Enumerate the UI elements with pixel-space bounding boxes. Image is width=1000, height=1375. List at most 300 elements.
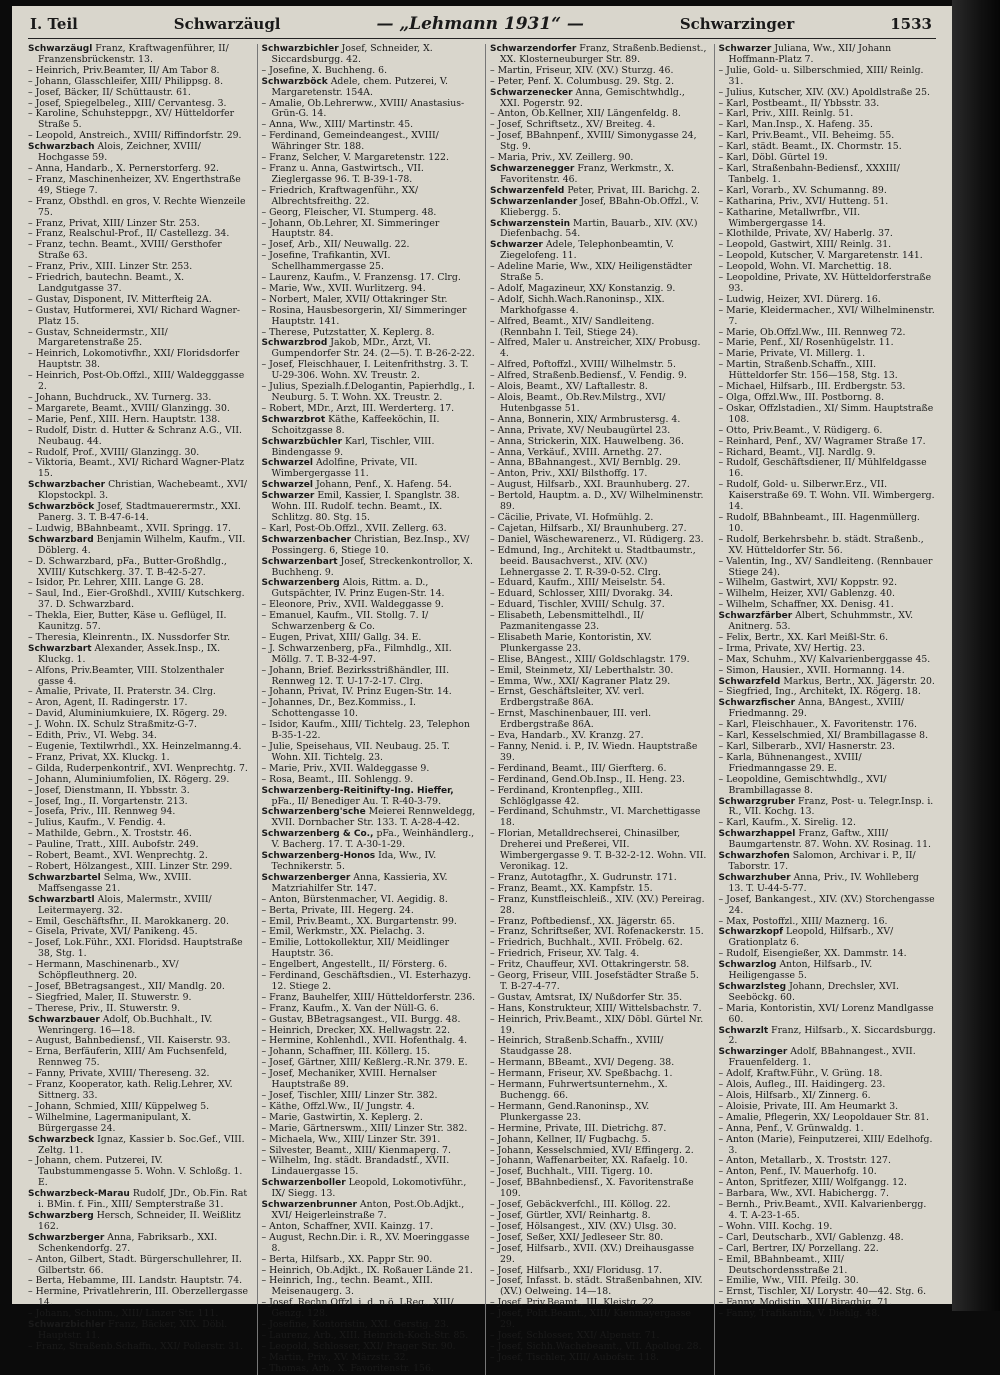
entry-text: – Wilhelm, Gastwirt, XVI/ Koppstr. 92.	[718, 577, 898, 589]
directory-entry	[28, 197, 251, 219]
directory-entry	[28, 938, 251, 960]
entry-text: – Laurenz, Arb., XIII. Heinrich-Koch-Str. 85.	[261, 1329, 469, 1341]
entry-text: – Bernh., Priv.Beamt., XVII. Kalvarienbergg. 4. T. A-23-1-65.	[718, 1199, 927, 1221]
directory-entry	[719, 1255, 937, 1277]
entry-headword: Schwarzböck	[28, 502, 95, 513]
entry-text: – Anton, Gilbert, Stadt. Bürgerschullehrer, II. Gilbertstr. 66.	[28, 1253, 242, 1276]
entry-text: Adele, chem. Putzerei, V. Margaretenstr. 154A.	[271, 75, 448, 98]
directory-entry	[28, 873, 251, 895]
directory-entry	[28, 349, 251, 371]
directory-entry	[490, 197, 708, 219]
entry-text: – Franz, Realschul-Prof., II/ Castellezg. 34.	[28, 228, 230, 240]
entry-headword: Schwarzinger	[718, 1047, 788, 1058]
directory-entry	[28, 1320, 251, 1342]
directory-entry	[490, 295, 708, 317]
entry-text: – Josef, Buchhalt., VIII. Tigerg. 10.	[490, 1166, 653, 1178]
directory-entry	[490, 1080, 708, 1102]
directory-entry	[490, 633, 708, 655]
entry-headword: Schwarzkopf	[718, 927, 784, 938]
directory-entry	[262, 1178, 480, 1200]
directory-entry	[28, 1080, 251, 1102]
entry-headword: Schwarzgruber	[718, 796, 796, 807]
entry-text: – Karl, Man.Insp., X. Hafeng. 35.	[718, 119, 873, 131]
entry-text: – Franz, Privat, XX. Kluckg. 1.	[28, 751, 170, 763]
directory-entry	[719, 360, 937, 382]
entry-text: – Karl, Vorarb., XV. Schumanng. 89.	[718, 184, 887, 196]
entry-text: pFa., Weinhändlerg., V. Bacherg. 17. T. A-30-1-29.	[271, 828, 475, 851]
entry-text: – Elise, BAngest., XIII/ Goldschlagstr. 179.	[490, 653, 690, 665]
entry-text: – Silvester, Beamt., XIII/ Kienmaperg. 7.	[261, 1144, 451, 1156]
keyword-left: Schwarzäugl	[173, 15, 281, 33]
entry-text: – Georg, Fleischer, VI. Stumperg. 48.	[261, 206, 437, 218]
entry-text: – Rudolf, Berkehrsbehr. b. städt. Straßenb., XV. Hütteldorfer Str. 56.	[718, 533, 924, 556]
part-label: I. Teil	[30, 15, 78, 33]
entry-text: – Ernst, Maschinenbauer, III. verl. Erdbergstraße 86A.	[490, 708, 652, 731]
directory-entry	[28, 306, 251, 328]
entry-text: – Otto, Priv.Beamt., V. Rüdigerg. 6.	[718, 424, 883, 436]
entry-text: – Marie, Kleidermacher., XVI/ Wilhelminenstr. 7.	[718, 304, 935, 327]
entry-text: – Isidor, Kaufm., XIII/ Tichtelg. 23, Telephon B-35-1-22.	[261, 719, 470, 742]
entry-text: – Adolf, Kraftw.Führ., V. Grüng. 18.	[718, 1068, 883, 1080]
entry-text: – Ferdinand, Gend.Ob.Insp., II. Heng. 23.	[490, 773, 685, 785]
directory-entry	[262, 1200, 480, 1222]
entry-text: – Saul, Ind., Eier-Großhdl., XVIII/ Kutschkerg. 37. D. Schwarzbard.	[28, 588, 245, 611]
entry-text: – Marie, Priv., XVII. Waldeggasse 9.	[261, 762, 430, 774]
page-header	[30, 12, 932, 36]
entry-text: – Alfred, Beamt., XIV/ Sandleiteng. (Rennbahn I. Teil, Stiege 24).	[490, 315, 655, 338]
entry-text: – Aloisie, Private, III. Am Heumarkt 3.	[718, 1100, 899, 1112]
entry-text: – Felix, Bertr., XX. Karl Meißl-Str. 6.	[718, 631, 889, 643]
directory-entry	[490, 1178, 708, 1200]
directory-entry	[719, 1004, 937, 1026]
entry-text: – Gilda, Ruderpenkontrif., XVI. Wenprechtg. 7.	[28, 762, 248, 774]
entry-text: – Amalie, Pflegerin, XX/ Leopoldauer Str. 81.	[718, 1111, 929, 1123]
entry-headword: Schwarzbacher	[28, 480, 106, 491]
entry-text: Franz, Hilfsarb., X. Siccardsburgg. 2.	[728, 1024, 936, 1047]
entry-text: Ida, Ww., IV. Technikerstr. 5.	[271, 850, 437, 872]
entry-headword: Schwarzhofen	[718, 851, 790, 862]
entry-text: – Hermann, BBeamt., XVI/ Degeng. 38.	[490, 1057, 675, 1069]
entry-headword: Schwarzenberg-Honos	[261, 851, 376, 862]
directory-entry	[719, 306, 937, 328]
columns-container	[28, 43, 936, 1374]
entry-text: – Josefa, Priv., III. Rennweg 94.	[28, 806, 176, 818]
directory-entry	[490, 131, 708, 153]
entry-text: – Franz, Bauhelfer, XIII/ Hütteldorferstr. 236.	[261, 991, 476, 1003]
directory-entry	[719, 513, 937, 535]
entry-text: – Franz, Obsthdl. en gros, V. Rechte Wienzeile 75.	[28, 195, 246, 218]
directory-entry	[262, 557, 480, 579]
directory-entry	[719, 982, 937, 1004]
entry-text: Salomon, Archivar i. P., II/ Taborstr. 17.	[728, 850, 916, 872]
entry-text: Adolf, BBahnangest., XVII. Frauenfelderg. 1.	[728, 1046, 916, 1069]
entry-text: – Klothilde, Private, XV/ Haberlg. 37.	[718, 228, 893, 240]
entry-text: – Josef, Lok.Führ., XXI. Floridsd. Hauptstraße 38, Stg. 1.	[28, 937, 243, 960]
entry-text: – Franz, Autotagfhr., X. Gudrunstr. 171.	[490, 871, 677, 883]
directory-entry	[262, 1156, 480, 1178]
entry-text: – Josef, Gärtner, XIII/ Keßlerg.-R.Nr. 379. E.	[261, 1057, 468, 1069]
entry-text: – David, Aluminiumkuiere, IX. Rögerg. 29.	[28, 708, 228, 720]
entry-text: – Ludwig, Heizer, XVI. Dürerg. 16.	[718, 293, 881, 305]
entry-text: Josef, BBahn-Ob.Offzl., V. Kliebergg. 5.	[500, 195, 699, 218]
entry-text: – Ludwig, BBahnbeamt., XVII. Springg. 17.	[28, 522, 232, 534]
entry-text: – Robert, Hölzangest., XIII. Linzer Str. 299.	[28, 860, 233, 872]
entry-headword: Schwarzer	[261, 491, 315, 502]
entry-text: – Josef, Infasst. b. städt. Straßenbahnen, XIV. (XV.) Oelweing. 14—18.	[490, 1275, 703, 1298]
directory-entry	[490, 687, 708, 709]
directory-entry	[719, 208, 937, 230]
directory-entry	[719, 458, 937, 480]
entry-text: – Johann, Schuhm., XIII/ Linzer Str. 111.	[28, 1308, 219, 1320]
entry-text: – Thekla, Eier, Butter, Käse u. Geflügel, II. Kaunitzg. 57.	[28, 610, 227, 633]
entry-text: – Josef, Spiegelbeleg., XIII/ Cervantesg. 3.	[28, 97, 227, 109]
entry-text: – Johannes, Dr., Bez.Kommiss., I. Schottengasse 10.	[261, 697, 416, 720]
entry-text: – Käthe, Offzl.Ww., II/ Jungstr. 4.	[261, 1100, 415, 1112]
entry-headword: Schwarzenberger	[261, 872, 351, 883]
entry-text: Josef, Stadtmauerermstr., XXI. Panerg. 3. T. B-47-6-14.	[38, 501, 241, 523]
entry-text: – Fritz, Chauffeur, XVI. Ottakringerstr. 58.	[490, 959, 690, 971]
entry-headword: Schwarzlog	[718, 960, 777, 971]
entry-text: – Karl, Kaufm., X. Sirelig. 12.	[718, 817, 856, 829]
entry-text: – Heinrich, Priv.Beamt., XIX/ Döbl. Gürtel Nr. 19.	[490, 1013, 704, 1036]
directory-entry	[490, 262, 708, 284]
entry-text: – Josef, Tischler, XIII/ Linzer Str. 382.	[261, 1090, 438, 1101]
entry-text: – Berta, Hilfsarb., XX. Pappr Str. 90.	[261, 1253, 433, 1265]
directory-entry	[262, 219, 480, 241]
entry-text: Anton, Post.Ob.Adjkt., XVI/ Heigerleinstraße 7.	[271, 1199, 465, 1221]
entry-text: Meierei Rennweldegg, XVII. Dornbacher Str. 133. T. A-28-4-42.	[271, 806, 476, 829]
directory-entry	[28, 175, 251, 197]
directory-entry	[262, 360, 480, 382]
entry-text: – Wilhelm, Ing. städt. Brandadstf., XVII. Lindauergasse 15.	[261, 1155, 450, 1178]
entry-text: – Margarete, Beamt., XVIII/ Glanzingg. 30.	[28, 402, 230, 414]
directory-entry	[262, 186, 480, 208]
entry-headword: Schwarzenboller	[261, 1178, 346, 1189]
entry-text: – Heinrich, Post-Ob.Offzl., XIII/ Waldegggasse 2.	[28, 370, 245, 393]
directory-entry	[262, 1233, 480, 1255]
scan-edge	[952, 0, 1000, 1311]
directory-entry	[719, 873, 937, 895]
entry-text: – Rudolf, Distr. d. Hutter & Schranz A.G., VII. Neubaug. 44.	[28, 424, 242, 447]
entry-headword: Schwarzenbart	[261, 556, 338, 567]
entry-text: – Franz, techn. Beamt., XVIII/ Gersthofer Straße 63.	[28, 239, 222, 262]
entry-headword: Schwarzberg	[28, 1210, 94, 1221]
entry-text: – Adeline Marie, Ww., XIX/ Heiligenstädter Straße 5.	[490, 261, 692, 284]
entry-text: – Barbara, Ww., XVI. Habichergg. 7.	[718, 1188, 889, 1200]
entry-text: – Alfred, Maler u. Anstreicher, XIX/ Probusg. 4.	[490, 337, 701, 360]
entry-text: – Anton, Spritfezer, XIII/ Wolfgangg. 12.	[718, 1177, 907, 1189]
entry-text: – Cajetan, Hilfsarb., XI/ Braunhuberg. 27.	[490, 522, 687, 534]
entry-text: – Leopold, Schlosser, XXI/ Prager Str. 90.	[261, 1340, 456, 1352]
entry-text: – Karl, Post-Ob.Offzl., XVII. Zellerg. 63.	[261, 522, 447, 534]
entry-text: – Josef, Sichh.Wachebeamt., VII. Apollog. 28.	[490, 1340, 702, 1352]
entry-text: – Karl, Priv.Beamt., VII. Beheimg. 55.	[718, 130, 895, 142]
entry-text: Karl, Tischler, VIII. Bindengasse 9.	[271, 435, 435, 458]
entry-text: – Johann, Schmied, XIII/ Küppelweg 5.	[28, 1100, 210, 1112]
directory-entry	[28, 666, 251, 688]
entry-text: – Aron, Agent, II. Radingerstr. 17.	[28, 697, 188, 709]
entry-text: – Heinrich, Lokomotivfhr., XXI/ Floridsdorfer Hauptstr. 38.	[28, 348, 240, 371]
entry-text: – Rosina, Hausbesorgerin, XI/ Simmeringer Hauptstr. 141.	[261, 304, 467, 327]
entry-text: Franz, Gaftw., XIII/ Baumgartenstr. 87. Wohn. XV. Rosinag. 11.	[728, 828, 931, 851]
entry-text: Christian, Wachebeamt., XVI/ Klopstockpl. 3.	[38, 479, 248, 502]
entry-text: – Rudolf, Gold- u. Silberwr.Erz., VII. Kaiserstraße 69. T. Wohn. VII. Wimbergerg. 14.	[718, 479, 935, 513]
directory-entry	[719, 480, 937, 513]
directory-entry	[719, 895, 937, 917]
entry-text: – Ferdinand, Beamt., III/ Gierfterg. 6.	[490, 762, 667, 774]
directory-entry	[28, 960, 251, 982]
entry-text: Hersch, Schneider, II. Weißlitz 162.	[38, 1209, 241, 1232]
directory-entry	[262, 786, 480, 808]
entry-text: – Wilhelm, Heizer, XVI/ Gablenzg. 40.	[718, 588, 895, 600]
entry-text: Albert, Schuhmmstr., XV. Anitnerg. 53.	[728, 610, 914, 633]
directory-entry	[719, 829, 937, 851]
entry-text: – Marie, Penf., XIII. Hern. Hauptstr. 138.	[28, 413, 221, 425]
directory-entry	[719, 753, 937, 775]
entry-headword: Schwarzenberg'sche	[261, 807, 366, 818]
entry-text: – Katharina, Priv., XVI/ Hutteng. 51.	[718, 195, 889, 207]
directory-entry	[490, 546, 708, 579]
entry-text: – Josef, Tischler, XIII/ Aubofstr. 118.	[490, 1351, 660, 1363]
entry-text: – Anton (Marie), Feinputzerei, XIII/ Edelhofg. 3.	[718, 1133, 933, 1156]
entry-headword: Schwarzenegger	[490, 163, 575, 174]
entry-text: – Marie, Penf., XI/ Rosenhügelstr. 11.	[718, 337, 894, 349]
entry-text: – Johann, Kesselschmied, XVI/ Effingerg. 2.	[490, 1144, 694, 1156]
entry-text: Markus, Bertr., XX. Jägerstr. 20.	[783, 675, 935, 687]
directory-entry	[28, 1015, 251, 1037]
entry-text: – Emil, Steinmetz, XI/ Leberthalstr. 30.	[490, 664, 674, 676]
directory-entry	[262, 535, 480, 557]
entry-text: – Josef, Priv.Beamt., III. Kleistg. 22.	[490, 1297, 657, 1309]
entry-text: – Josef, Mechaniker, XVIII. Hernalser Hauptstraße 89.	[261, 1068, 437, 1091]
entry-text: – Ferdinand, Schuhmstr., VI. Marchettigasse 18.	[490, 806, 701, 829]
entry-text: – Alfons, Priv.Beamter, VIII. Stolzenthaler gasse 4.	[28, 664, 224, 687]
entry-text: – August, Hilfsarb., XXI. Braunhuberg. 27.	[490, 479, 690, 491]
entry-text: – Gustav, Disponent, IV. Mitterfteig 2A.	[28, 293, 212, 305]
entry-headword: Schwarzhuber	[718, 872, 791, 883]
entry-text: Anna, Gemischtwhdlg., XXI. Pogerstr. 92.	[500, 86, 685, 109]
entry-text: – Johann, Glasschleifer, XIII/ Philippsg. 8.	[28, 75, 224, 87]
entry-text: – Josef, Arb., XII/ Neuwallg. 22.	[261, 239, 410, 251]
directory-entry	[490, 742, 708, 764]
entry-headword: Schwarzäugl	[28, 44, 93, 54]
entry-text: – Karl, Postbeamt., II/ Ybbsstr. 33.	[718, 97, 880, 109]
column-1	[28, 44, 251, 1375]
entry-text: – Carl, Deutscharb., XVI/ Gablenzg. 48.	[718, 1231, 904, 1243]
entry-text: – Ferdinand, Gemeindeangest., XVIII/ Währinger Str. 188.	[261, 130, 439, 153]
entry-text: – Edmund, Ing., Architekt u. Stadtbaumstr., beeid. Bausachverst., XIV. (XV.) Lehnergasse 2. T. R-39-0-52. Clrg.	[490, 544, 696, 578]
directory-entry	[28, 1135, 251, 1157]
directory-entry	[262, 44, 480, 66]
entry-headword: Schwarzlsteg	[718, 981, 787, 992]
entry-headword: Schwarzbichler	[261, 44, 339, 54]
entry-text: – J. Schwarzenberg, pFa., Filmhdlg., XII. Möllg. 7. T. B-32-4-97.	[261, 642, 452, 665]
entry-text: – Berta, Hebamme, III. Landstr. Hauptstr. 74.	[28, 1275, 243, 1287]
entry-text: Josef, Streckenkontrollor, X. Buchheng. 9.	[271, 555, 473, 578]
entry-text: Juliana, Ww., XII/ Johann Hoffmann-Platz 7.	[728, 43, 892, 65]
entry-text: – Edith, Priv., VI. Webg. 34.	[28, 730, 157, 742]
entry-text: – Martin, Priv., XV. Märzstr. 32.	[261, 1351, 409, 1363]
entry-headword: Schwarzenlander	[490, 196, 578, 207]
entry-text: – August, Bahnbediensf., VII. Kaiserstr. 93.	[28, 1035, 231, 1047]
entry-text: – Josef, BBahnbediensf., X. Favoritenstraße 109.	[490, 1177, 694, 1200]
entry-text: – Leopold, Kutscher, V. Margaretenstr. 141.	[718, 250, 923, 262]
entry-text: – Adolf, Sichh.Wach.Ranoninsp., XIX. Markhofgasse 4.	[490, 293, 665, 316]
entry-text: – Adolf, Magazineur, XX/ Konstanzig. 9.	[490, 282, 676, 294]
entry-text: Johann, Penf., X. Hafeng. 54.	[315, 479, 452, 491]
entry-text: – Simon, Hausier., XVII. Hormanng. 14.	[718, 664, 905, 676]
entry-text: – Franz, Kooperator, kath. Relig.Lehrer, XV. Sittnerg. 33.	[28, 1079, 233, 1101]
directory-entry	[490, 88, 708, 110]
entry-text: Alois, Rittm. a. D., Gutspächter, IV. Prinz Eugen-Str. 14.	[271, 577, 445, 600]
entry-text: – J. Wohn. IX. Schulz Straßmitz-G-7.	[28, 719, 197, 731]
entry-text: – Rudolf, Prof., XVIII/ Glanzingg. 30.	[28, 446, 200, 458]
entry-text: – Hermann, Gend.Ranoninsp., XV. Plunkergasse 23.	[490, 1100, 650, 1123]
entry-text: – Johann, Schaffner, III. Köllerg. 15.	[261, 1046, 431, 1058]
entry-text: – Fanny, Nenid. i. P., IV. Wiedn. Hauptstraße 39.	[490, 741, 698, 763]
entry-text: – Irma, Private, XV/ Hertig. 23.	[718, 642, 865, 654]
entry-text: – Johann, chem. Putzerei, IV. Taubstummengasse 5. Wohn. V. Schloßg. 1. E.	[28, 1155, 243, 1189]
entry-text: – Julius, Kutscher, XIV. (XV.) Apoldlstraße 25.	[718, 86, 930, 98]
entry-text: – Peter, Penf. X. Columbusg. 29. Stg. 2.	[490, 75, 675, 87]
entry-text: – Hermann, Fuhrwertsunternehm., X. Buchengg. 66.	[490, 1079, 668, 1101]
entry-text: – Friedrich, bautechn. Beamt., X. Landgutgasse 37.	[28, 272, 185, 294]
directory-entry	[490, 1276, 708, 1298]
entry-text: – Hermine, Kohlenhdl., XVII. Hofenthalg. 4.	[261, 1035, 468, 1047]
entry-text: – Alois, Beamt., XV/ Laftallestr. 8.	[490, 381, 648, 393]
entry-text: – Berta, Private, III. Hegerg. 24.	[261, 904, 414, 916]
directory-entry	[28, 458, 251, 480]
directory-entry	[262, 415, 480, 437]
entry-headword: Schwarzbrod	[261, 338, 328, 349]
entry-headword: Schwarzhappel	[718, 829, 796, 840]
entry-headword: Schwarzbartel	[28, 872, 101, 883]
entry-text: – Anna, Strickerin, XIX. Hauwelbeng. 36.	[490, 435, 684, 447]
directory-entry	[490, 219, 708, 241]
entry-text: – Karl, Priv., XIII. Reinlg. 51.	[718, 108, 854, 120]
entry-text: – Anna, Handarb., X. Pernerstorferg. 92.	[28, 162, 219, 174]
directory-entry	[719, 927, 937, 949]
entry-headword: Schwarzenbrunner	[261, 1200, 357, 1211]
entry-headword: Schwarzlt	[718, 1025, 769, 1036]
entry-text: – Leopold, Gastwirt, XIII/ Reinlg. 31.	[718, 239, 892, 251]
directory-entry	[262, 578, 480, 600]
entry-text: – D. Schwarzbard, pFa., Butter-Großhdlg., XVIII/ Kutschkerg. 37. T. B-42-5-27.	[28, 555, 227, 578]
entry-text: – Fanny, Private, XVIII/ Thereseng. 32.	[28, 1068, 210, 1080]
directory-entry	[28, 895, 251, 917]
entry-text: – Carl, Bertrer, IX/ Porzellang. 22.	[718, 1242, 879, 1254]
directory-entry	[262, 698, 480, 720]
entry-text: – Olga, Offzl.Ww., III. Postborng. 8.	[718, 392, 885, 403]
entry-text: – Karl, Döbl. Gürtel 19.	[718, 152, 828, 164]
entry-headword: Schwarzbard	[28, 534, 94, 545]
entry-text: Käthe, Kaffeeköchin, II. Schoitzgasse 8.	[271, 413, 440, 436]
entry-text: – Amalie, Ob.Lehrerww., XVIII/ Anastasius-Grün-G. 14.	[261, 97, 465, 120]
entry-text: – Karl, Kesselschmied, XI/ Brambillagasse 8.	[718, 730, 929, 742]
entry-text: pFa., II/ Benediger Au. T. R-40-3-79.	[271, 795, 442, 807]
directory-entry	[719, 698, 937, 720]
entry-text: – Wohn. VIII. Kochg. 19.	[718, 1220, 833, 1232]
directory-entry	[262, 458, 480, 480]
directory-entry	[490, 971, 708, 993]
entry-text: Benjamin Wilhelm, Kaufm., VII. Döblerg. 4.	[38, 533, 246, 556]
entry-text: – Josef, Hilfsarb., XVII. (XV.) Dreihausgasse 29.	[490, 1242, 694, 1265]
entry-text: – Cäcilie, Private, VI. Hofmühlg. 2.	[490, 511, 654, 523]
entry-text: – Josef, Rechn.Offzl. i. d. n.ö. LReg., XIII/ Genzg. 128.	[261, 1297, 454, 1320]
entry-text: – Karl, Fleischhauer., X. Favoritenstr. 176.	[718, 719, 918, 731]
entry-text: – Alfred, Poftoffzl., XVIII/ Wilhelmstr. 5.	[490, 359, 676, 371]
entry-headword: Schwarzenberg	[261, 578, 340, 589]
entry-text: Josef, Schneider, X. Siccardsburgg. 42.	[271, 43, 433, 65]
directory-entry	[719, 557, 937, 579]
entry-text: – Anton, Schaffner, XVII. Kainzg. 17.	[261, 1220, 434, 1232]
entry-text: Peter, Privat, III. Barichg. 2.	[567, 184, 700, 196]
directory-entry	[28, 109, 251, 131]
entry-headword: Schwarzbeck-Marau	[28, 1189, 130, 1200]
directory-entry	[719, 535, 937, 557]
directory-entry	[28, 502, 251, 524]
entry-text: Ignaz, Kassier b. Soc.Gef., VIII. Zeltg. 11.	[38, 1133, 245, 1156]
directory-entry	[28, 240, 251, 262]
entry-text: – Georg, Friseur, VIII. Josefstädter Straße 5. T. B-27-4-77.	[490, 970, 699, 992]
entry-text: – Karl, städt. Beamt., IX. Chormstr. 15.	[718, 141, 902, 153]
entry-text: – Fanny, Modistin, XIII/ Biraghig. 71.	[718, 1297, 892, 1309]
entry-text: – Emma, Ww., XXI/ Kagraner Platz 29.	[490, 675, 671, 687]
entry-text: – Wilhelm, Schaffner, XX. Denisg. 41.	[718, 599, 894, 611]
entry-text: – Marie, Private, VI. Millerg. 1.	[718, 348, 866, 360]
entry-text: – Gustav, Schneidermstr., XII/ Margaretenstraße 25.	[28, 326, 168, 349]
entry-text: – Michael, Hilfsarb., III. Erdbergstr. 53.	[718, 381, 906, 393]
entry-text: – Eduard, Schlosser, XIII/ Dvorakg. 34.	[490, 588, 673, 600]
entry-text: – Laurenz, Kaufm., V. Franzensg. 17. Clrg.	[261, 272, 461, 284]
header-rule	[28, 38, 936, 39]
entry-text: – Karl, Straßenbahn-Bediensf., XXXIII/ Tanbelg. 1.	[718, 162, 900, 185]
directory-entry	[28, 611, 251, 633]
entry-text: – Rudolf, Geschäftsdiener, II/ Mühlfeldgasse 16.	[718, 457, 927, 480]
entry-text: – Emil, BBahnbeamt., XIII/ Deutschordensstraße 21.	[718, 1253, 848, 1276]
entry-text: Alois, Zeichner, XVIII/ Hochgasse 59.	[38, 141, 201, 164]
entry-text: – Johann, Brief. Bezirksstrißhändler, III. Rennweg 12. T. U-17-2-17. Clrg.	[261, 664, 450, 687]
entry-text: – Fanny, Trafikantin, V. Diehlg. 48.	[718, 1308, 881, 1320]
entry-text: – Josef, Hilfsarb., XXI/ Floridusg. 17.	[490, 1264, 663, 1276]
directory-entry	[28, 1255, 251, 1277]
entry-text: – Emil, Geschäftsfhr., II. Marokkanerg. 20.	[28, 915, 229, 927]
entry-text: – Michaela, Ww., XIII/ Linzer Str. 391.	[261, 1133, 441, 1145]
entry-text: – Anna, Verkäuf., XVIII. Arnethg. 27.	[490, 446, 662, 458]
entry-text: – Ferdinand, Krontenpfleg., XIII. Schlöglgasse 42.	[490, 784, 644, 807]
entry-text: – Eugen, Privat, XIII/ Gallg. 34. E.	[261, 631, 422, 643]
directory-entry	[262, 1069, 480, 1091]
entry-text: – Engelbert, Angestellt., II/ Försterg. 6.	[261, 959, 448, 971]
entry-text: – Marie, Ww., XVII. Wurlitzerg. 94.	[261, 282, 426, 294]
directory-entry	[719, 797, 937, 819]
entry-text: – Josefine, Kontoristin, XXI. Gerstig. 23.	[261, 1319, 450, 1331]
directory-entry	[490, 895, 708, 917]
entry-headword: Schwarzberger	[28, 1232, 105, 1243]
entry-text: – Anna, Bonnerin, XIX/ Armbrustersg. 4.	[490, 413, 681, 425]
entry-text: – Franz u. Anna, Gastwirtsch., VII. Zieglergasse 96. T. B-39-1-78.	[261, 162, 424, 185]
entry-text: – Josef, Seßer, XXI/ Jedleseer Str. 80.	[490, 1231, 664, 1243]
entry-text: – Franz, Priv., XIII. Linzer Str. 253.	[28, 261, 193, 273]
entry-text: Christian, Bez.Insp., XV/ Possingerg. 6, Stiege 10.	[271, 533, 470, 556]
entry-text: – Josef, Dienstmann, II. Ybbsstr. 3.	[28, 784, 190, 796]
entry-text: – Ferdinand, Geschäftsdien., VI. Esterhazyg. 12. Stiege 2.	[261, 970, 472, 992]
directory-page	[12, 6, 952, 1374]
directory-entry	[28, 644, 251, 666]
directory-entry	[490, 44, 708, 66]
entry-text: – Richard, Beamt., VIJ. Nardlg. 9.	[718, 446, 876, 458]
entry-text: – Marie, Gastwirtin, X. Keplerg. 2.	[261, 1111, 423, 1123]
